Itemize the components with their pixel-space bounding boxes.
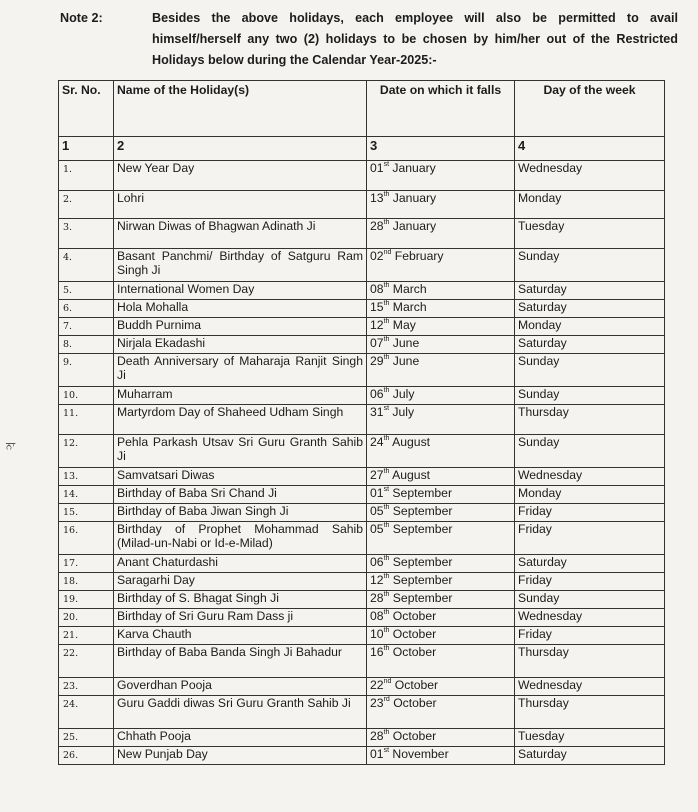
holiday-weekday: Tuesday [515,729,665,747]
date-month: October [392,627,437,641]
holiday-name: Martyrdom Day of Shaheed Udham Singh [114,405,367,435]
holiday-name: Nirjala Ekadashi [114,336,367,354]
table-row [59,435,665,468]
holiday-weekday: Thursday [515,645,665,678]
date-ordinal-suffix: nd [383,678,392,685]
holiday-name: Goverdhan Pooja [114,678,367,696]
holiday-name: Chhath Pooja [114,729,367,747]
header-date: Date on which it falls [367,81,515,137]
table-row [59,282,665,300]
holiday-weekday: Saturday [515,747,665,765]
holiday-weekday: Sunday [515,354,665,387]
date-month: October [393,696,437,710]
date-month: September [392,486,453,500]
date-day: 28 [370,729,384,743]
date-month: September [392,573,453,587]
holiday-name: Lohri [114,191,367,219]
holiday-name: Birthday of S. Bhagat Singh Ji [114,591,367,609]
holiday-date [367,522,515,555]
date-day: 07 [370,336,384,350]
serial-number: 2. [59,191,114,219]
table-row [59,405,665,435]
holiday-weekday: Sunday [515,387,665,405]
table-row [59,354,665,387]
date-month: September [392,504,453,518]
date-day: 06 [370,387,384,401]
holiday-name: Saragarhi Day [114,573,367,591]
table-row [59,747,665,765]
table-row [59,591,665,609]
date-month: August [392,435,431,449]
holiday-date [367,609,515,627]
date-day: 15 [370,300,384,314]
date-ordinal-suffix: th [383,336,390,343]
table-row [59,729,665,747]
header-weekday: Day of the week [515,81,665,137]
holiday-date [367,161,515,191]
holiday-rows [59,161,665,765]
serial-number: 14. [59,486,114,504]
serial-number: 16. [59,522,114,555]
holiday-date [367,405,515,435]
holiday-weekday: Monday [515,191,665,219]
holiday-weekday: Tuesday [515,219,665,249]
serial-number: 12. [59,435,114,468]
table-row [59,609,665,627]
column-number: 4 [515,137,665,161]
date-month: March [392,282,427,296]
date-ordinal-suffix: th [383,504,390,511]
table-row [59,696,665,729]
serial-number: 5. [59,282,114,300]
holiday-weekday: Wednesday [515,468,665,486]
date-day: 05 [370,504,384,518]
date-day: 16 [370,645,384,659]
table-row [59,627,665,645]
holiday-weekday: Thursday [515,696,665,729]
date-ordinal-suffix: th [383,282,390,289]
table-row [59,336,665,354]
date-ordinal-suffix: st [383,161,390,168]
date-ordinal-suffix: th [383,609,390,616]
date-month: October [392,609,437,623]
serial-number: 19. [59,591,114,609]
date-day: 01 [370,161,384,175]
holiday-weekday: Thursday [515,405,665,435]
date-day: 10 [370,627,384,641]
holiday-name: New Punjab Day [114,747,367,765]
date-month: June [392,336,420,350]
holiday-name: Death Anniversary of Maharaja Ranjit Singh Ji [114,354,367,387]
date-day: 23 [370,696,384,710]
holiday-date [367,696,515,729]
date-month: July [392,387,415,401]
holiday-date [367,627,515,645]
holiday-weekday: Saturday [515,555,665,573]
holiday-name: International Women Day [114,282,367,300]
holiday-name: Nirwan Diwas of Bhagwan Adinath Ji [114,219,367,249]
date-day: 06 [370,555,384,569]
date-month: July [392,405,415,419]
serial-number: 26. [59,747,114,765]
holiday-weekday: Wednesday [515,609,665,627]
holiday-date [367,678,515,696]
holiday-date [367,504,515,522]
date-ordinal-suffix: th [383,573,390,580]
date-ordinal-suffix: th [383,627,390,634]
holiday-date [367,249,515,282]
serial-number: 3. [59,219,114,249]
serial-number: 7. [59,318,114,336]
serial-number: 4. [59,249,114,282]
holiday-name: Basant Panchmi/ Birthday of Satguru Ram Singh Ji [114,249,367,282]
date-ordinal-suffix: th [383,300,390,307]
holiday-date [367,555,515,573]
table-row [59,161,665,191]
table-row [59,573,665,591]
date-day: 31 [370,405,384,419]
date-ordinal-suffix: th [383,468,390,475]
holiday-date [367,336,515,354]
holiday-name: Birthday of Baba Jiwan Singh Ji [114,504,367,522]
holiday-weekday: Friday [515,522,665,555]
holiday-weekday: Friday [515,573,665,591]
date-month: January [392,219,437,233]
date-ordinal-suffix: th [383,318,390,325]
date-month: October [392,645,437,659]
holiday-date [367,219,515,249]
header-row [59,81,665,137]
note-label: Note 2: [60,11,103,25]
holiday-date [367,591,515,609]
date-day: 22 [370,678,384,692]
holiday-weekday: Saturday [515,282,665,300]
date-ordinal-suffix: st [383,747,390,754]
table-row [59,555,665,573]
serial-number: 6. [59,300,114,318]
holiday-name: Pehla Parkash Utsav Sri Guru Granth Sahib Ji [114,435,367,468]
date-ordinal-suffix: th [383,645,390,652]
date-day: 13 [370,191,384,205]
serial-number: 11. [59,405,114,435]
date-month: August [392,468,431,482]
holiday-weekday: Wednesday [515,678,665,696]
holiday-name: Anant Chaturdashi [114,555,367,573]
table-row [59,468,665,486]
date-day: 08 [370,609,384,623]
column-number: 3 [367,137,515,161]
date-month: September [392,591,453,605]
table-row [59,249,665,282]
holiday-name: Birthday of Baba Banda Singh Ji Bahadur [114,645,367,678]
serial-number: 17. [59,555,114,573]
date-month: September [392,522,453,536]
holiday-name: Buddh Purnima [114,318,367,336]
restricted-holidays-table [58,80,665,765]
holiday-date [367,468,515,486]
date-day: 29 [370,354,384,368]
date-ordinal-suffix: st [383,405,390,412]
serial-number: 13. [59,468,114,486]
holiday-weekday: Wednesday [515,161,665,191]
holiday-name: Birthday of Baba Sri Chand Ji [114,486,367,504]
table-row [59,300,665,318]
serial-number: 22. [59,645,114,678]
serial-number: 21. [59,627,114,645]
column-number: 2 [114,137,367,161]
holiday-name: Guru Gaddi diwas Sri Guru Granth Sahib Ji [114,696,367,729]
table-row [59,191,665,219]
date-month: November [392,747,449,761]
note-text: Besides the above holidays, each employee will also be permitted to avail himself/herself any two (2) holidays to be chosen by him/her out of the Restricted Holidays below during the Calendar Year-2025:- [152,11,678,67]
holiday-weekday: Sunday [515,591,665,609]
date-ordinal-suffix: th [383,387,390,394]
date-day: 12 [370,573,384,587]
holiday-date [367,486,515,504]
holiday-weekday: Sunday [515,249,665,282]
date-month: March [392,300,427,314]
holiday-weekday: Friday [515,504,665,522]
serial-number: 10. [59,387,114,405]
date-ordinal-suffix: rd [383,696,390,703]
holiday-date [367,191,515,219]
holiday-date [367,387,515,405]
date-month: October [392,729,437,743]
holiday-date [367,729,515,747]
date-day: 24 [370,435,384,449]
date-day: 01 [370,747,384,761]
serial-number: 1. [59,161,114,191]
date-day: 08 [370,282,384,296]
serial-number: 25. [59,729,114,747]
date-ordinal-suffix: th [383,729,390,736]
table-row [59,522,665,555]
holiday-weekday: Friday [515,627,665,645]
date-ordinal-suffix: th [383,191,390,198]
holiday-name: Samvatsari Diwas [114,468,367,486]
date-ordinal-suffix: th [383,522,390,529]
holiday-date [367,300,515,318]
date-ordinal-suffix: th [383,219,390,226]
date-ordinal-suffix: th [383,354,390,361]
holiday-date [367,747,515,765]
date-day: 28 [370,219,384,233]
serial-number: 8. [59,336,114,354]
holiday-weekday: Sunday [515,435,665,468]
date-month: January [392,161,436,175]
holiday-weekday: Saturday [515,300,665,318]
holiday-date [367,573,515,591]
header-holiday-name: Name of the Holiday(s) [114,81,367,137]
holiday-name: Hola Mohalla [114,300,367,318]
serial-number: 15. [59,504,114,522]
header-sr-no: Sr. No. [59,81,114,137]
holiday-weekday: Monday [515,486,665,504]
column-number-row [59,137,665,161]
date-month: September [392,555,453,569]
table-row [59,504,665,522]
date-month: June [392,354,420,368]
holiday-name: Birthday of Sri Guru Ram Dass ji [114,609,367,627]
date-month: October [394,678,439,692]
holiday-name: Birthday of Prophet Mohammad Sahib (Milad-un-Nabi or Id-e-Milad) [114,522,367,555]
serial-number: 20. [59,609,114,627]
holiday-date [367,354,515,387]
date-month: May [392,318,416,332]
date-day: 12 [370,318,384,332]
date-ordinal-suffix: th [383,591,390,598]
holiday-date [367,645,515,678]
table-row [59,387,665,405]
table-row [59,645,665,678]
date-day: 28 [370,591,384,605]
holiday-weekday: Saturday [515,336,665,354]
date-ordinal-suffix: st [383,486,390,493]
holiday-name: Karva Chauth [114,627,367,645]
date-ordinal-suffix: th [383,555,390,562]
holiday-date [367,435,515,468]
holiday-date [367,318,515,336]
serial-number: 9. [59,354,114,387]
table-row [59,486,665,504]
date-month: February [394,249,444,263]
holiday-date [367,282,515,300]
date-ordinal-suffix: nd [383,249,392,256]
serial-number: 18. [59,573,114,591]
holiday-name: New Year Day [114,161,367,191]
table-row [59,678,665,696]
date-day: 05 [370,522,384,536]
date-day: 27 [370,468,384,482]
margin-handwritten-mark: ਨਾ [6,441,16,452]
date-day: 01 [370,486,384,500]
holiday-weekday: Monday [515,318,665,336]
serial-number: 24. [59,696,114,729]
holiday-name: Muharram [114,387,367,405]
date-month: January [392,191,437,205]
date-ordinal-suffix: th [383,435,390,442]
table-row [59,318,665,336]
column-number: 1 [59,137,114,161]
date-day: 02 [370,249,384,263]
table-row [59,219,665,249]
serial-number: 23. [59,678,114,696]
